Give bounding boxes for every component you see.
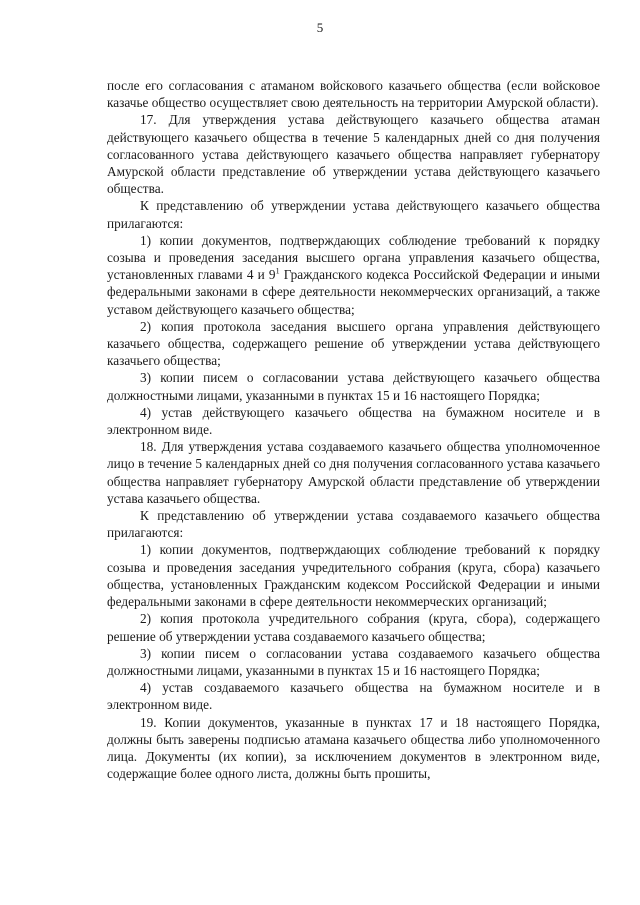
paragraph-continuation: после его согласования с атаманом войскового казачьего общества (если войсковое казачье общество осуществляет свою деятельность на территории Амурской области). [107, 78, 600, 111]
paragraph-attachments-intro: К представлению об утверждении устава действующего казачьего общества прилагаются: [107, 198, 600, 231]
paragraph-list-item-1b: 1) копии документов, подтверждающих соблюдение требований к порядку созыва и проведения заседания учредительного собрания (круга, сбора) казачьего общества, установленных Гражданским кодексом Российской Федерации и иными федеральными законами в сфере деятельности некоммерческих организаций; [107, 542, 600, 610]
page-number: 5 [316, 20, 324, 35]
paragraph-item-17: 17. Для утверждения устава действующего казачьего общества атаман действующего казачьего общества в течение 5 календарных дней со дня получения согласованного устава действующего казачьего общества направляет губернатору Амурской области представление об утверждении устава действующего казачьего общества. [107, 112, 600, 197]
paragraph-item-18: 18. Для утверждения устава создаваемого казачьего общества уполномоченное лицо в течение 5 календарных дней со дня получения согласованного устава казачьего общества направляет губернатору Амурской области представление об утверждении устава казачьего общества. [107, 439, 600, 506]
paragraph-list-item-3b: 3) копии писем о согласовании устава создаваемого казачьего общества должностными лицами, указанными в пунктах 15 и 16 настоящего Порядка; [107, 645, 600, 678]
document-body [107, 77, 600, 782]
superscript: 1 [275, 266, 280, 276]
paragraph-item-19: 19. Копии документов, указанные в пунктах 17 и 18 настоящего Порядка, должны быть заверены подписью атамана казачьего общества либо уполномоченного лица. Документы (их копии), за исключением документов в электронном виде, содержащие более одного листа, должны быть прошиты, [107, 714, 600, 782]
paragraph-list-item-2b: 2) копия протокола учредительного собрания (круга, сбора), содержащего решение об утверждении устава создаваемого казачьего общества; [107, 611, 600, 644]
paragraph-list-item-3: 3) копии писем о согласовании устава действующего казачьего общества должностными лицами, указанными в пунктах 15 и 16 настоящего Порядка; [107, 370, 600, 403]
text-segment: Гражданского кодекса Российской Федерации и иными федеральными законами в сфере деятельности некоммерческих организаций, а также уставом действующего казачьего общества; [107, 267, 600, 317]
paragraph-list-item-4b: 4) устав создаваемого казачьего общества на бумажном носителе и в электронном виде. [107, 680, 600, 713]
paragraph-list-item-1 [107, 232, 600, 318]
paragraph-attachments-intro-2: К представлению об утверждении устава создаваемого казачьего общества прилагаются: [107, 508, 600, 541]
paragraph-list-item-4: 4) устав действующего казачьего общества на бумажном носителе и в электронном виде. [107, 404, 600, 438]
text-segment: 1) копии документов, подтверждающих соблюдение требований к порядку созыва и проведения заседания высшего органа управления казачьего общества, установленных главами 4 и 9 [107, 232, 600, 283]
paragraph-list-item-2: 2) копия протокола заседания высшего органа управления действующего казачьего общества, содержащего решение об утверждении устава действующего казачьего общества; [107, 318, 600, 369]
